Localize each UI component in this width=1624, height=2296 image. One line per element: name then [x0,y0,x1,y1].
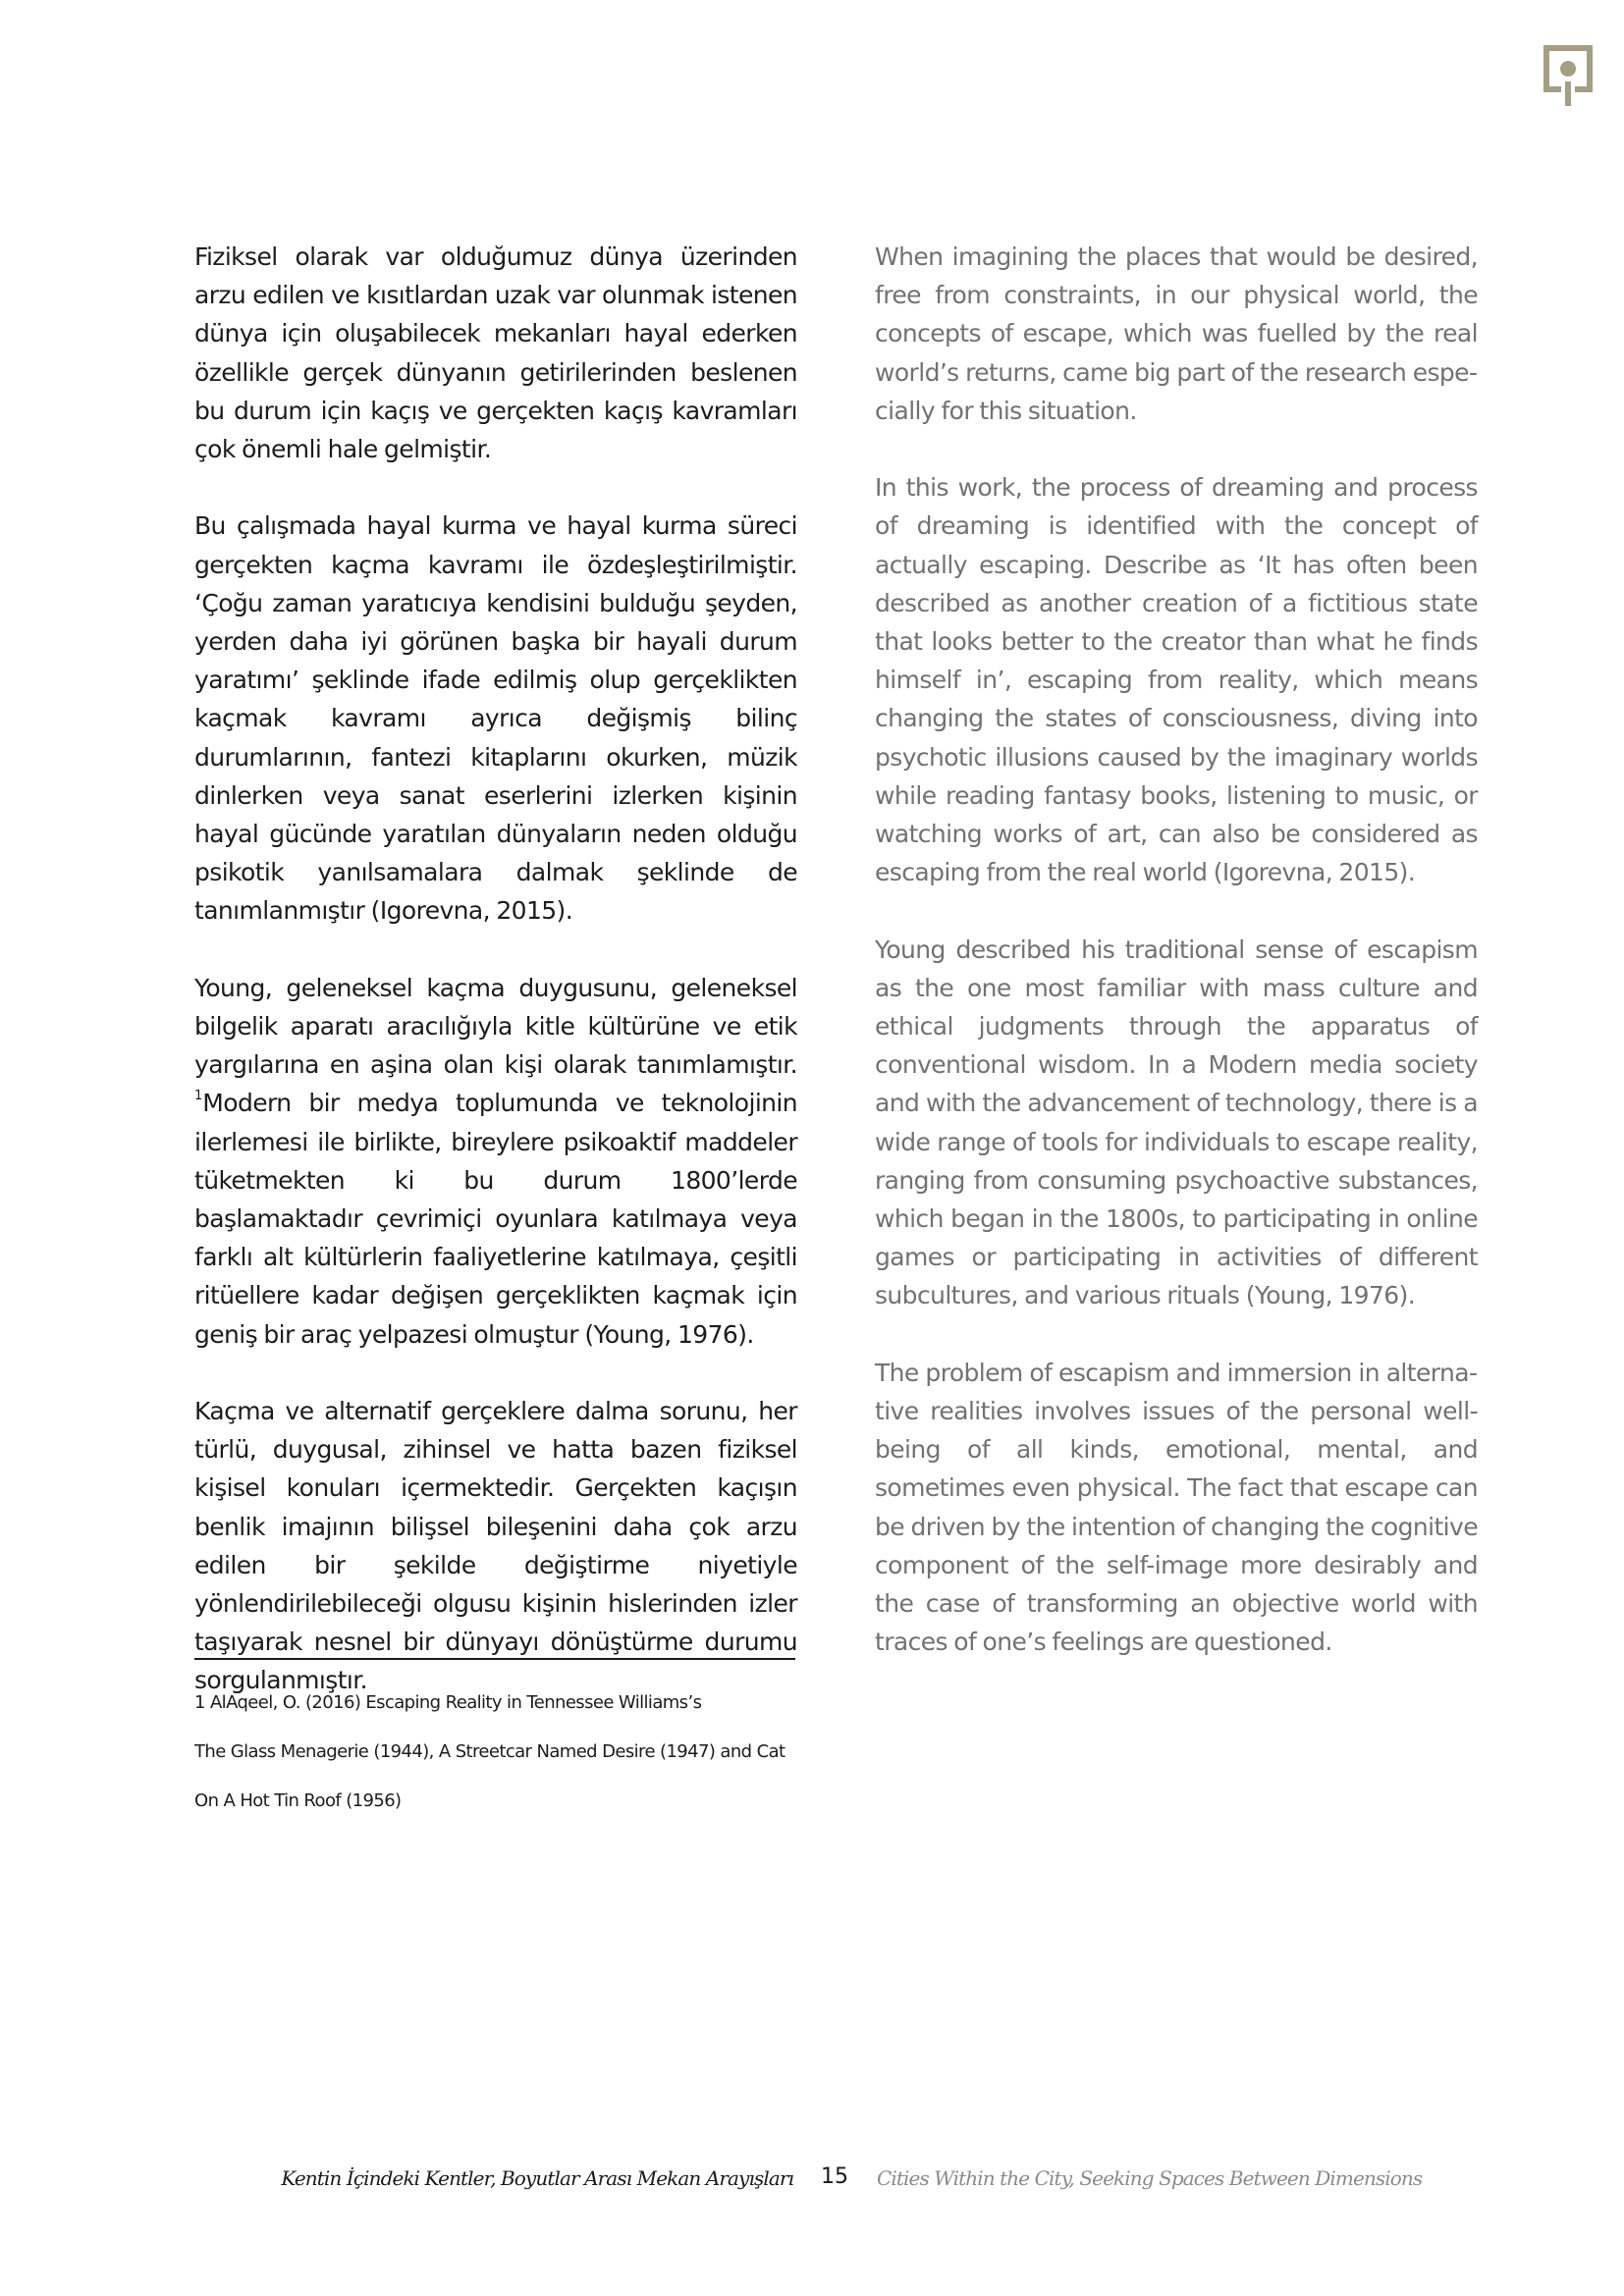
footnote-block [194,1679,823,1826]
english-paragraph-1: When imagining the places that would be desired, free from constraints, in our physical world, the concepts of escape, which was fuelled by the real world’s returns, came big part of the research especially for this situation. [875,242,1478,425]
bracket-with-dot-logo-icon [1543,45,1593,106]
page-footer [0,2164,1624,2204]
turkish-paragraph-4: Kaçma ve alternatif gerçeklere dalma sorunu, her türlü, duygusal, zihinsel ve hatta bazen fiziksel kişisel konuları içermektedir. Gerçekten kaçışın benlik imajının bilişsel bileşenini daha çok arzu edilen bir şekilde değiştirme niyetiyle yönlendirilebileceği olgusu kişinin hislerinden izler taşıyarak nesnel bir dünyayı dönüştürme durumu sorgulanmıştır. [194,1397,797,1695]
turkish-text-column [194,238,797,1700]
turkish-paragraph-3 [194,969,797,1354]
footer-english-title: Cities Within the City, Seeking Spaces Between Dimensions [877,2166,1423,2190]
footnote-divider [194,1658,795,1660]
turkish-paragraph-3-text: Young, geleneksel kaçma duygusunu, geleneksel bilgelik aparatı aracılığıyla kitle kültürüne ve etik yargılarına en aşina olan kişi olarak tanımlamıştır. [194,973,797,1080]
footnote-line-1: 1 AlAqeel, O. (2016) Escaping Reality in Tennessee Williams’s [194,1692,702,1713]
english-text-column [875,238,1478,1661]
turkish-paragraph-2: Bu çalışmada hayal kurma ve hayal kurma süreci gerçekten kaçma kavramı ile özdeşleştirilmiştir. ‘Çoğu zaman yaratıcıya kendisini bulduğu şeyden, yerden daha iyi görünen başka bir hayali durum yaratımı’ şeklinde ifade edilmiş olup gerçeklikten kaçmak kavramı ayrıca değişmiş bilinç durumlarının, fantezi kitaplarını okurken, müzik dinlerken veya sanat eserlerini izlerken kişinin hayal gücünde yaratılan dünyaların neden olduğu psikotik yanılsamalara dalmak şeklinde de tanımlanmıştır (Igorevna, 2015). [194,511,797,926]
publisher-logo [1543,45,1593,106]
page-number: 15 [821,2164,848,2189]
footer-turkish-title: Kentin İçindeki Kentler, Boyutlar Arası Mekan Arayışları [281,2166,793,2190]
english-paragraph-4: The problem of escapism and immersion in alternative realities involves issues of the personal well-being of all kinds, emotional, mental, and sometimes even physical. The fact that escape can be driven by the intention of changing the cognitive component of the self-image more desirably and the case of transforming an objective world with traces of one’s feelings are questioned. [875,1358,1478,1657]
turkish-paragraph-1: Fiziksel olarak var olduğumuz dünya üzerinden arzu edilen ve kısıtlardan uzak var olunmak istenen dünya için oluşabilecek mekanları hayal ederken özellikle gerçek dünyanın getirilerinden beslenen bu durum için kaçış ve gerçekten kaçış kavramları çok önemli hale gelmiştir. [194,242,797,464]
footnote-reference-marker: 1 [194,1089,203,1104]
english-paragraph-2: In this work, the process of dreaming and process of dreaming is identified with the concept of actually escaping. Describe as ‘It has often been described as another creation of a fictitious state that looks better to the creator than what he finds himself in’, escaping from reality, which means changing the states of consciousness, diving into psychotic illusions caused by the imaginary worlds while reading fantasy books, listening to music, or watching works of art, can also be considered as escaping from the real world (Igorevna, 2015). [875,473,1478,887]
footnote-line-3: On A Hot Tin Roof (1956) [194,1790,402,1811]
footnote-line-2: The Glass Menagerie (1944), A Streetcar Named Desire (1947) and Cat [194,1741,785,1762]
english-paragraph-3: Young described his traditional sense of escapism as the one most familiar with mass culture and ethical judgments through the apparatus of conventional wisdom. In a Modern media society and with the advancement of technology, there is a wide range of tools for individuals to escape reality, ranging from consuming psychoactive substances, which began in the 1800s, to participating in online games or participating in activities of different subcultures, and various rituals (Young, 1976). [875,934,1478,1310]
turkish-paragraph-3-continuation: Modern bir medya toplumunda ve teknolojinin ilerlemesi ile birlikte, bireylere psikoaktif maddeler tüketmekten ki bu durum 1800’lerde başlamaktadır çevrimiçi oyunlara katılmaya veya farklı alt kültürlerin faaliyetlerine katılmaya, çeşitli ritüellere kadar değişen gerçeklikten kaçmak için geniş bir araç yelpazesi olmuştur (Young, 1976). [194,1089,797,1349]
